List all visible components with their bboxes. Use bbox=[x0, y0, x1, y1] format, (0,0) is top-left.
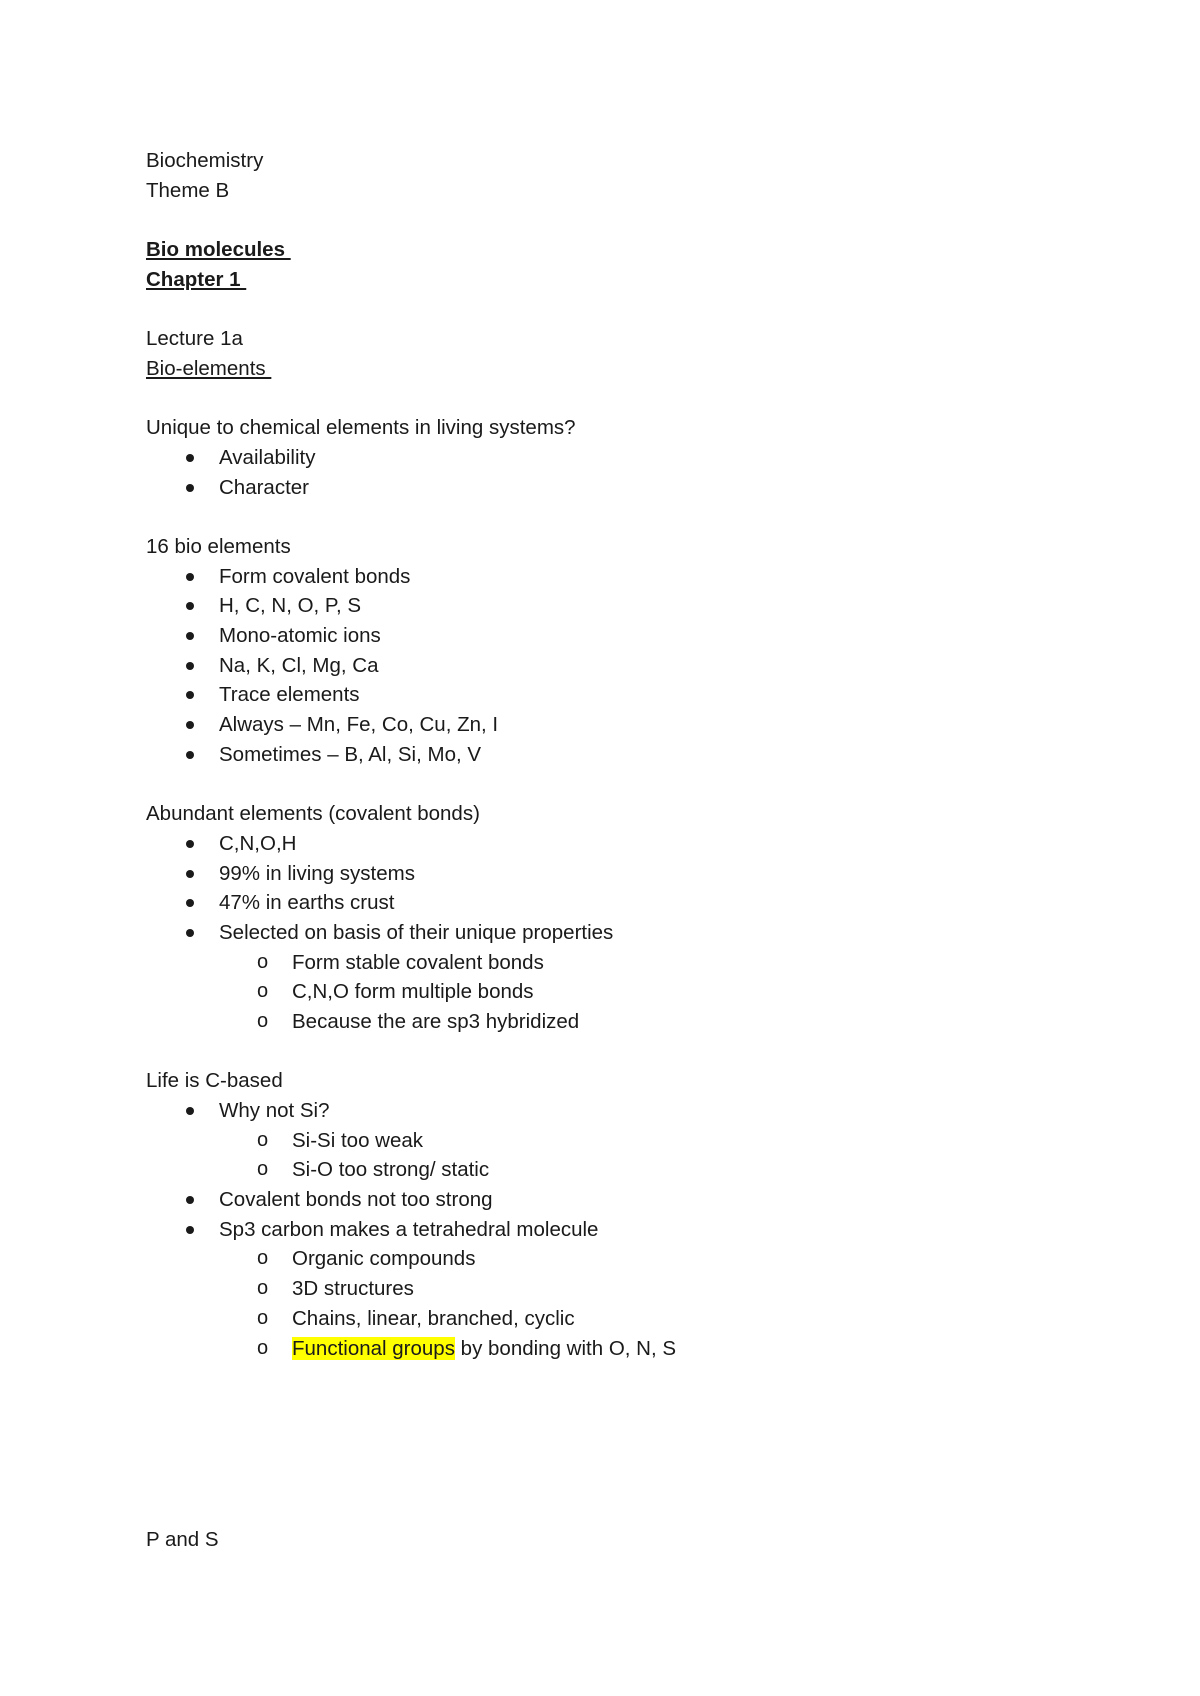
bullet-icon bbox=[186, 691, 194, 699]
list-item: Selected on basis of their unique properties bbox=[146, 918, 1106, 948]
list-item: Sometimes – B, Al, Si, Mo, V bbox=[146, 740, 1106, 770]
list-item: 47% in earths crust bbox=[146, 888, 1106, 918]
circle-bullet-icon: o bbox=[257, 1247, 269, 1270]
bullet-icon bbox=[186, 1226, 194, 1234]
bullet-icon bbox=[186, 1107, 194, 1115]
list-item: C,N,O,H bbox=[146, 829, 1106, 859]
footer-text: P and S bbox=[146, 1528, 219, 1551]
heading-bio-molecules: Bio molecules bbox=[146, 238, 291, 262]
list-item: Mono-atomic ions bbox=[146, 621, 1106, 651]
section-title: 16 bio elements bbox=[146, 534, 291, 558]
circle-bullet-icon: o bbox=[257, 1306, 269, 1329]
list-item: H, C, N, O, P, S bbox=[146, 591, 1106, 621]
bullet-icon bbox=[186, 573, 194, 581]
bullet-icon bbox=[186, 840, 194, 848]
sub-list-item: o Because the are sp3 hybridized bbox=[146, 1007, 1106, 1037]
bullet-icon bbox=[186, 484, 194, 492]
doc-title: Biochemistry bbox=[146, 149, 264, 172]
bullet-icon bbox=[186, 721, 194, 729]
sub-list-item: o Si-Si too weak bbox=[146, 1126, 1106, 1156]
list-item: Always – Mn, Fe, Co, Cu, Zn, I bbox=[146, 710, 1106, 740]
document-body bbox=[146, 146, 1106, 1363]
bullet-icon bbox=[186, 1196, 194, 1204]
sub-list-item: o 3D structures bbox=[146, 1274, 1106, 1304]
circle-bullet-icon: o bbox=[257, 980, 269, 1003]
circle-bullet-icon: o bbox=[257, 1009, 269, 1032]
list-item: Availability bbox=[146, 443, 1106, 473]
bullet-icon bbox=[186, 899, 194, 907]
sub-list-item: o Form stable covalent bonds bbox=[146, 948, 1106, 978]
sub-list-item: o Organic compounds bbox=[146, 1244, 1106, 1274]
bullet-icon bbox=[186, 662, 194, 670]
topic-heading: Bio-elements bbox=[146, 356, 272, 380]
bullet-icon bbox=[186, 870, 194, 878]
section-title: Life is C-based bbox=[146, 1069, 283, 1093]
list-item: Sp3 carbon makes a tetrahedral molecule bbox=[146, 1215, 1106, 1245]
sub-list-item: o Si-O too strong/ static bbox=[146, 1155, 1106, 1185]
list-item: Na, K, Cl, Mg, Ca bbox=[146, 651, 1106, 681]
list-item: Character bbox=[146, 473, 1106, 503]
lecture-label: Lecture 1a bbox=[146, 327, 243, 351]
bullet-icon bbox=[186, 929, 194, 937]
list-item: Trace elements bbox=[146, 680, 1106, 710]
bullet-icon bbox=[186, 751, 194, 759]
section-title: Abundant elements (covalent bonds) bbox=[146, 802, 480, 826]
sub-list-item: o Chains, linear, branched, cyclic bbox=[146, 1304, 1106, 1334]
bullet-icon bbox=[186, 632, 194, 640]
circle-bullet-icon: o bbox=[257, 1277, 269, 1300]
circle-bullet-icon: o bbox=[257, 950, 269, 973]
circle-bullet-icon: o bbox=[257, 1128, 269, 1151]
doc-subtitle: Theme B bbox=[146, 178, 230, 202]
list-item: 99% in living systems bbox=[146, 859, 1106, 889]
bullet-icon bbox=[186, 454, 194, 462]
section-title: Unique to chemical elements in living systems? bbox=[146, 416, 576, 440]
list-item: Why not Si? bbox=[146, 1096, 1106, 1126]
sub-list-item: o C,N,O form multiple bonds bbox=[146, 977, 1106, 1007]
list-item: Form covalent bonds bbox=[146, 562, 1106, 592]
sub-list-item: o Functional groups by bonding with O, N, S bbox=[146, 1334, 1106, 1364]
circle-bullet-icon: o bbox=[257, 1336, 269, 1359]
heading-chapter: Chapter 1 bbox=[146, 267, 247, 291]
bullet-icon bbox=[186, 602, 194, 610]
list-item: Covalent bonds not too strong bbox=[146, 1185, 1106, 1215]
circle-bullet-icon: o bbox=[257, 1158, 269, 1181]
highlighted-text: Functional groups bbox=[292, 1336, 455, 1360]
